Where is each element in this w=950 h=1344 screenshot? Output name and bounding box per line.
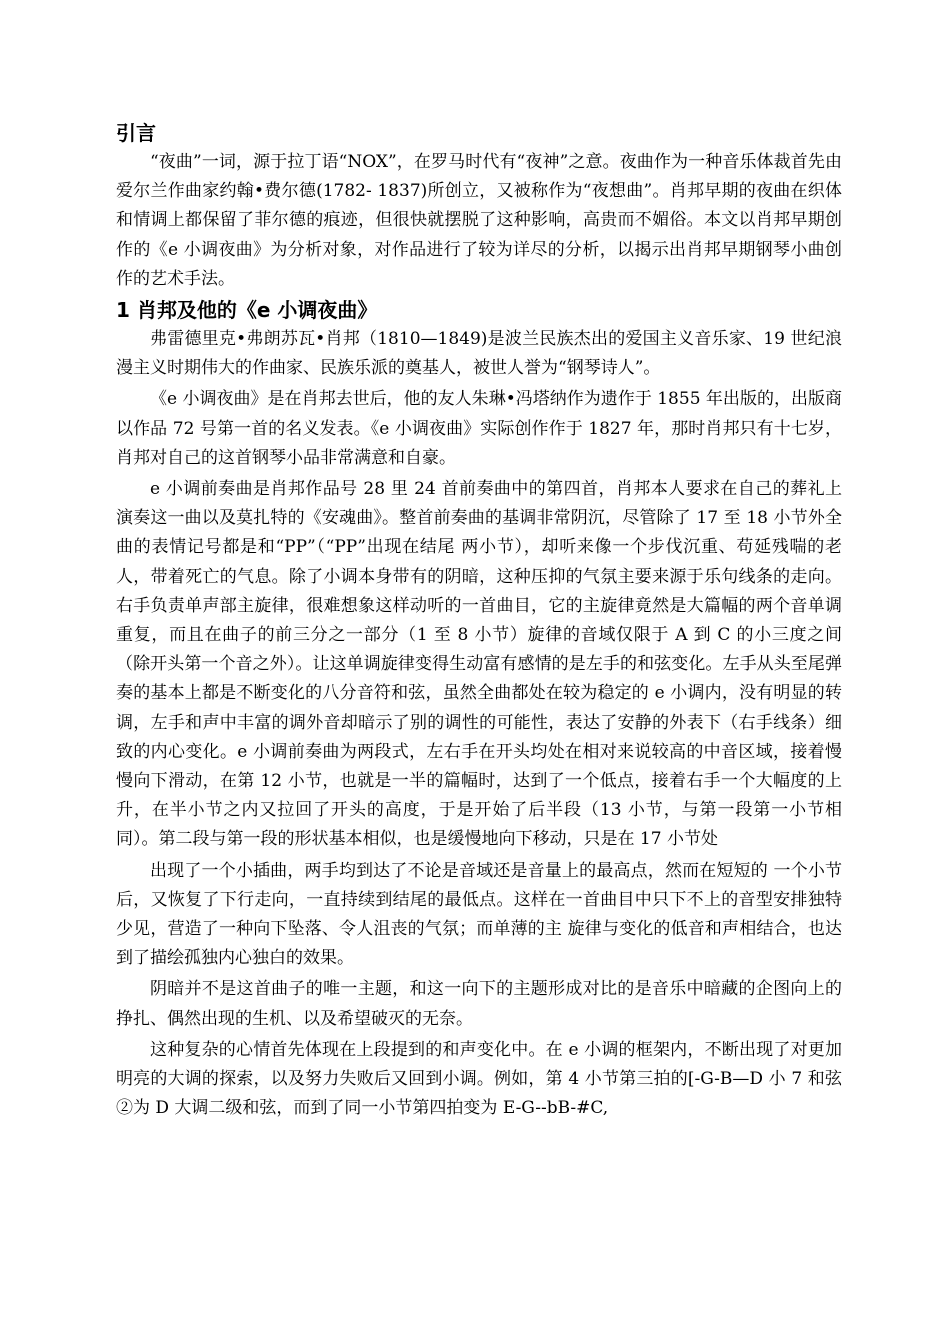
paragraph-nocturne-publication: 《e 小调夜曲》是在肖邦去世后，他的友人朱琳•冯塔纳作为遗作于 1855 年出版的，出版商以作品 72 号第一首的名义发表。《e 小调夜曲》实际创作作于 1827 年，那时肖邦只有十七岁，肖邦对自己的这首钢琴小品非常满意和自豪。: [116, 389, 842, 468]
paragraph-prelude-analysis: e 小调前奏曲是肖邦作品号 28 里 24 首前奏曲中的第四首，肖邦本人要求在自己的葬礼上演奏这一曲以及莫扎特的《安魂曲》。整首前奏曲的基调非常阴沉，尽管除了 17 至 18 小节外全曲的表情记号都是和“PP”（“PP”出现在结尾 两小节），却听来像一个步伐沉重、苟延残喘的老人，带着死亡的气息。除了小调本身带有的阴暗，这种压抑的气氛主要来源于乐句线条的走向。右手负责单声部主旋律，很难想象这样动听的一首曲目，它的主旋律竟然是大篇幅的两个音单调重复，而且在曲子的前三分之一部分（1 至 8 小节）旋律的音域仅限于 A 到 C 的小三度之间（除开头第一个音之外）。让这单调旋律变得生动富有感情的是左手的和弦变化。左手从头至尾弹奏的基本上都是不断变化的八分音符和弦，虽然全曲都处在较为稳定的 e 小调内，没有明显的转调，左手和声中丰富的调外音却暗示了别的调性的可能性，表达了安静的外表下（右手线条）细致的内心变化。e 小调前奏曲为两段式，左右手在开头均处在相对来说较高的中音区域，接着慢慢向下滑动，在第 12 小节，也就是一半的篇幅时，达到了一个低点，接着右手一个大幅度的上升，在半小节之内又拉回了开头的高度，于是开始了后半段（13 小节，与第一段第一小节相同）。第二段与第一段的形状基本相似，也是缓慢地向下移动，只是在 17 小节处: [116, 479, 842, 850]
paragraph-chopin-bio: 弗雷德里克•弗朗苏瓦•肖邦（1810—1849)是波兰民族杰出的爱国主义音乐家、19 世纪浪漫主义时期伟大的作曲家、民族乐派的奠基人，被世人誉为“钢琴诗人”。: [116, 329, 842, 379]
paragraph-interlude: 出现了一个小插曲，两手均到达了不论是音域还是音量上的最高点，然而在短短的 一个小节后，又恢复了下行走向，一直持续到结尾的最低点。这样在一首曲目中只下不上的音型安排独特少见，营造了一种向下坠落、令人沮丧的气氛；而单薄的主 旋律与变化的低音和声相结合，也达到了描绘孤独内心独白的效果。: [116, 860, 842, 969]
paragraph-harmony: 这种复杂的心情首先体现在上段提到的和声变化中。在 e 小调的框架内，不断出现了对更加明亮的大调的探索，以及努力失败后又回到小调。例如，第 4 小节第三拍的[-G-B—D 小 7 和弦②为 D 大调二级和弦，而到了同一小节第四拍变为 E-G--bB-#C,: [116, 1039, 842, 1119]
intro-paragraph: “夜曲”一词，源于拉丁语“NOX”，在罗马时代有“夜神”之意。夜曲作为一种音乐体裁首先由爱尔兰作曲家约翰•费尔德(1782- 1837)所创立，又被称作为“夜想曲”。肖邦早期的夜曲在织体和情调上都保留了菲尔德的痕迹，但很快就摆脱了这种影响，高贵而不媚俗。本文以肖邦早期创作的《e 小调夜曲》为分析对象，对作品进行了较为详尽的分析，以揭示出肖邦早期钢琴小曲创作的艺术手法。: [116, 152, 842, 289]
section-heading-intro: 引言: [116, 121, 156, 145]
document-page: [116, 118, 842, 1124]
paragraph-contrast: 阴暗并不是这首曲子的唯一主题，和这一向下的主题形成对比的是音乐中暗藏的企图向上的挣扎、偶然出现的生机、以及希望破灭的无奈。: [116, 979, 842, 1029]
section-heading-chopin: 1 肖邦及他的《e 小调夜曲》: [116, 298, 378, 323]
